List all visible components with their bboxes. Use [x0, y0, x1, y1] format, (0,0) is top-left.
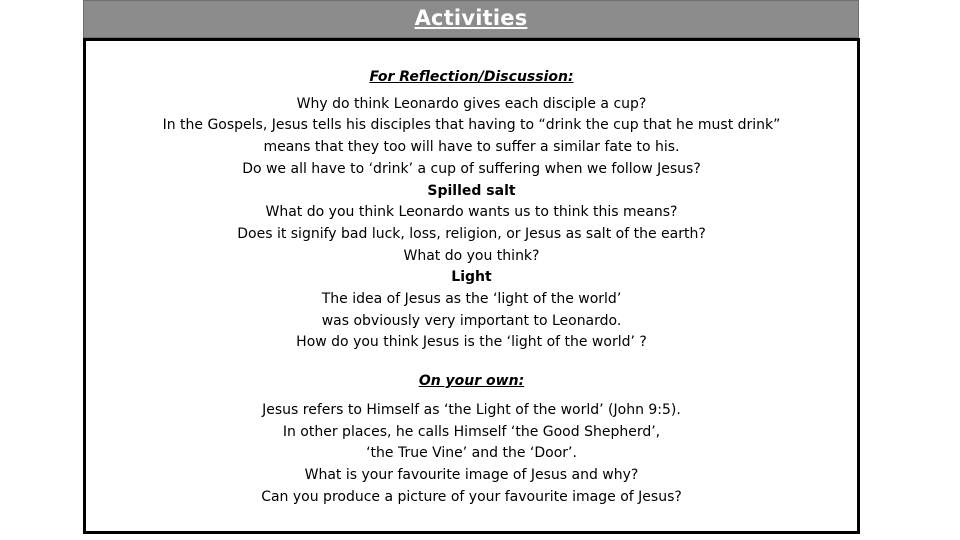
- page-title: Activities: [414, 6, 528, 30]
- salt-line: What do you think Leonardo wants us to think this means?: [265, 204, 678, 221]
- reflection-line: Why do think Leonardo gives each disciple a cup?: [296, 95, 647, 112]
- light-heading: Light: [451, 269, 492, 286]
- light-line: was obviously very important to Leonardo.: [321, 312, 622, 329]
- own-line: In other places, he calls Himself ‘the Good Shepherd’,: [282, 423, 661, 440]
- reflection-heading: For Reflection/Discussion:: [369, 69, 574, 85]
- activities-content: [86, 67, 857, 508]
- title-bar: [83, 0, 859, 38]
- light-line: The idea of Jesus as the ‘light of the world’: [321, 291, 622, 308]
- own-line: What is your favourite image of Jesus and why?: [304, 466, 639, 483]
- salt-line: What do you think?: [403, 247, 540, 264]
- salt-heading: Spilled salt: [427, 182, 516, 199]
- own-line: Can you produce a picture of your favourite image of Jesus?: [261, 488, 682, 505]
- own-line: Jesus refers to Himself as ‘the Light of the world’ (John 9:5).: [262, 401, 681, 418]
- reflection-line: Do we all have to ‘drink’ a cup of suffering when we follow Jesus?: [242, 160, 701, 177]
- activities-panel: [83, 38, 860, 534]
- reflection-line: In the Gospels, Jesus tells his disciples that having to “drink the cup that he must drink”: [162, 117, 781, 134]
- own-line: ‘the True Vine’ and the ‘Door’.: [366, 445, 577, 462]
- light-line: How do you think Jesus is the ‘light of the world’ ?: [296, 334, 647, 351]
- salt-line: Does it signify bad luck, loss, religion, or Jesus as salt of the earth?: [237, 225, 706, 242]
- reflection-line: means that they too will have to suffer a similar fate to his.: [263, 139, 680, 156]
- own-heading: On your own:: [418, 373, 525, 390]
